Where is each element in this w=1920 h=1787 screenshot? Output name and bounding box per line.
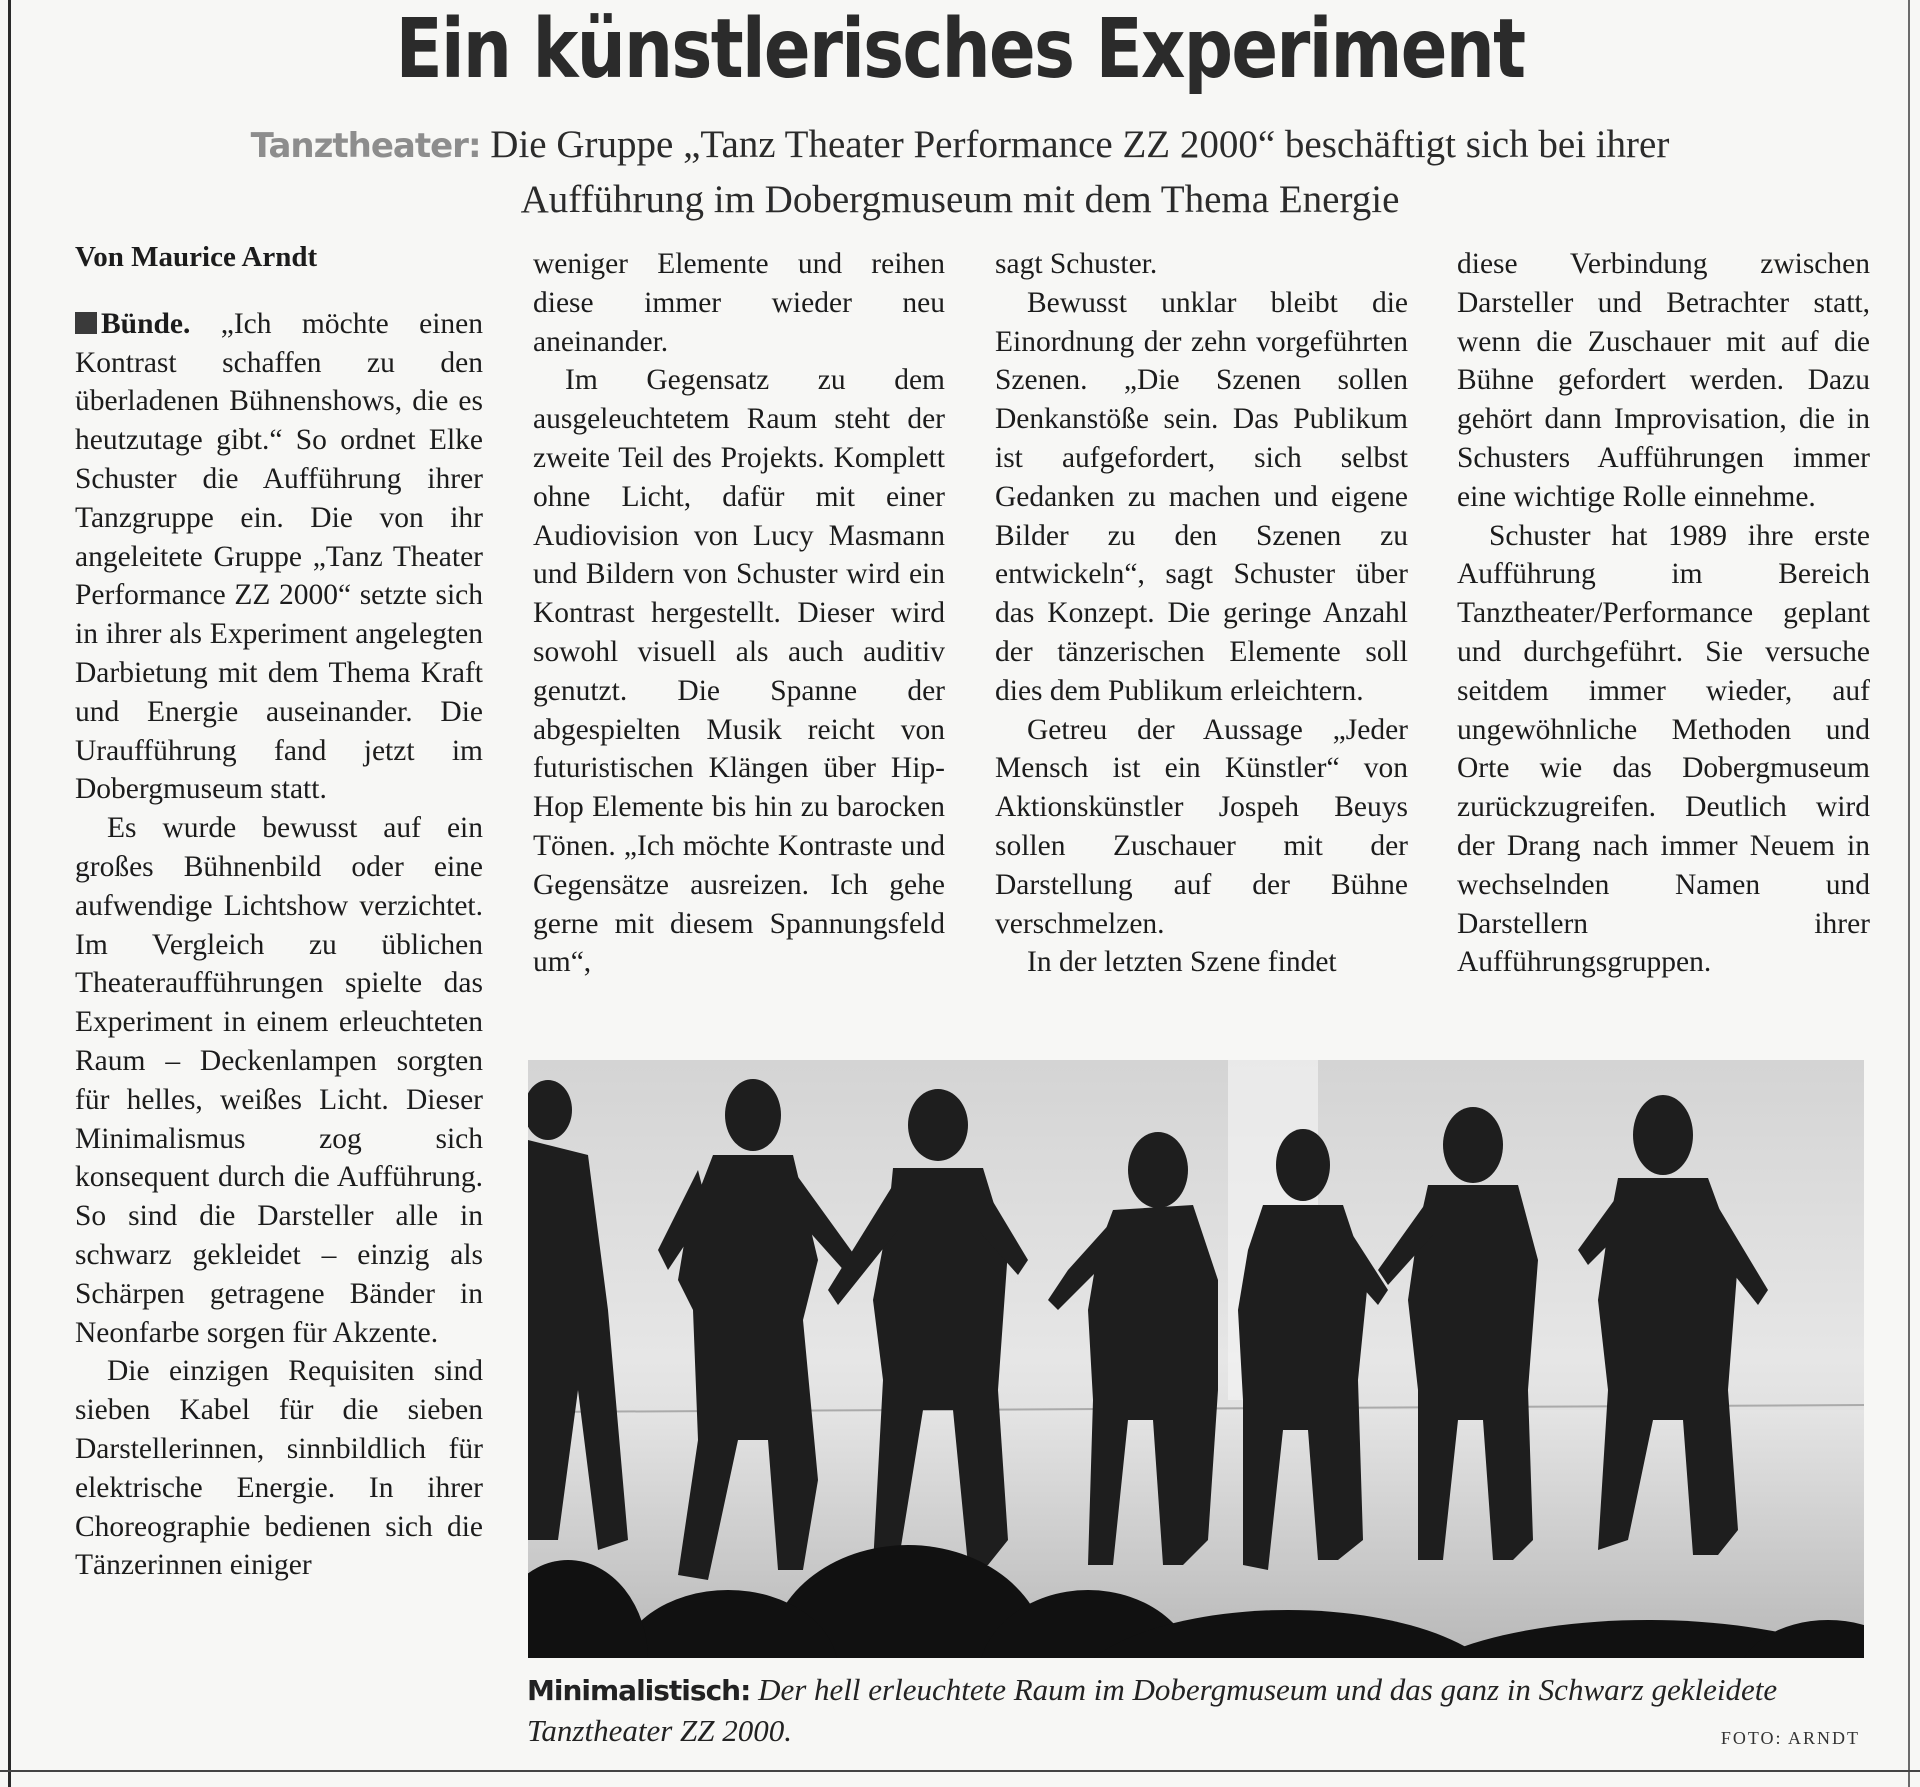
subhead-text-1: Die Gruppe „Tanz Theater Performance ZZ 2000“ beschäftigt sich bei ihrer xyxy=(490,123,1670,166)
photo-credit: FOTO: ARNDT xyxy=(1720,1728,1860,1748)
article-column-1 xyxy=(75,232,483,1585)
paragraph-marker-icon xyxy=(75,312,97,334)
paragraph: Es wurde bewusst auf ein großes Bühnenbild oder eine aufwendige Lichtshow verzichtet. Im Vergleich zu üblichen Theateraufführungen spielte das Experiment in einem erleuchteten Raum – Deckenlampen sorgten für helles, weißes Licht. Dieser Minimalismus zog sich konsequent durch die Aufführung. So sind die Darsteller alle in schwarz gekleidet – einzig als Schärpen getragene Bänder in Neonfarbe sorgen für Akzente. xyxy=(75,812,483,1349)
paragraph: Bewusst unklar bleibt die Einordnung der zehn vorgeführten Szenen. „Die Szenen sollen Denkanstöße sein. Das Publikum ist aufgefordert, sich selbst Gedanken zu machen und eigene Bilder zu den Szenen zu entwickeln“, sagt Schuster über das Konzept. Die geringe Anzahl der tänzerischen Elemente soll dies dem Publikum erleichtern. xyxy=(995,286,1408,707)
paragraph-text: „Ich möchte einen Kontrast schaffen zu den überladenen Bühnenshows, die es heutzutage gibt.“ So ordnet Elke Schuster die Aufführung ihrer Tanzgruppe ein. Die von ihr angeleitete Gruppe „Tanz Theater Performance ZZ 2000“ setzte sich in ihrer als Experiment angelegten Darbietung mit dem Thema Kraft und Energie auseinander. Die Uraufführung fand jetzt im Dobergmuseum statt. xyxy=(75,307,483,806)
paragraph xyxy=(75,305,483,809)
byline: Von Maurice Arndt xyxy=(75,241,318,273)
article-subhead xyxy=(0,118,1920,227)
caption-text: Der hell erleuchtete Raum im Dobergmuseum und das ganz in Schwarz gekleidete Tanztheater ZZ 2000. xyxy=(527,1672,1778,1748)
dateline: Bünde. xyxy=(101,307,191,340)
article-column-3 xyxy=(995,245,1408,982)
article-column-2 xyxy=(533,245,945,982)
performance-photo xyxy=(528,1060,1864,1658)
subhead-line-1 xyxy=(0,118,1920,173)
paragraph: sagt Schuster. xyxy=(995,248,1158,280)
paragraph: Schuster hat 1989 ihre erste Aufführung im Bereich Tanztheater/Performance geplant und durchgeführt. Sie versuche seitdem immer wieder, auf ungewöhnliche Methoden und Orte wie das Dobergmuseum zurückzugreifen. Deutlich wird der Drang nach immer Neuem in wechselnden Namen und Darstellern ihrer Aufführungsgruppen. xyxy=(1457,519,1870,979)
photo-caption xyxy=(527,1670,1867,1751)
subhead-kicker: Tanztheater: xyxy=(250,126,481,166)
page-edge-bottom xyxy=(0,1770,1920,1772)
paragraph: weniger Elemente und reihen diese immer wieder neu aneinander. xyxy=(533,248,945,358)
paragraph: Im Gegensatz zu dem ausgeleuchtetem Raum steht der zweite Teil des Projekts. Komplett ohne Licht, dafür mit einer Audiovision von Lucy Masmann und Bildern von Schuster wird ein Kontrast hergestellt. Dieser wird sowohl visuell als auch auditiv genutzt. Die Spanne der abgespielten Musik reicht von futuristischen Klängen über Hip-Hop Elemente bis hin zu barocken Tönen. „Ich möchte Kontraste und Gegensätze ausreizen. Ich gehe gerne mit diesem Spannungsfeld um“, xyxy=(533,364,945,979)
paragraph: Die einzigen Requisiten sind sieben Kabel für die sieben Darstellerinnen, sinnbildlich für elektrische Energie. In ihrer Choreographie bedienen sich die Tänzerinnen einiger xyxy=(75,1355,483,1582)
caption-label: Minimalistisch: xyxy=(527,1674,751,1707)
page-edge-left xyxy=(8,0,11,1787)
article-headline: Ein künstlerisches Experiment xyxy=(395,2,1525,97)
article-column-4 xyxy=(1457,245,1870,982)
paragraph: diese Verbindung zwischen Darsteller und Betrachter statt, wenn die Zuschauer mit auf die Bühne gefordert werden. Dazu gehört dann Improvisation, die in Schusters Aufführungen immer eine wichtige Rolle einnehme. xyxy=(1457,248,1870,513)
page-edge-right xyxy=(1908,0,1910,1787)
paragraph: Getreu der Aussage „Jeder Mensch ist ein Künstler“ von Aktionskünstler Jospeh Beuys sollen Zuschauer mit der Darstellung auf der Bühne verschmelzen. xyxy=(995,713,1408,940)
paragraph: In der letzten Szene findet xyxy=(1027,946,1337,979)
subhead-line-2: Aufführung im Dobergmuseum mit dem Thema Energie xyxy=(520,178,1400,221)
